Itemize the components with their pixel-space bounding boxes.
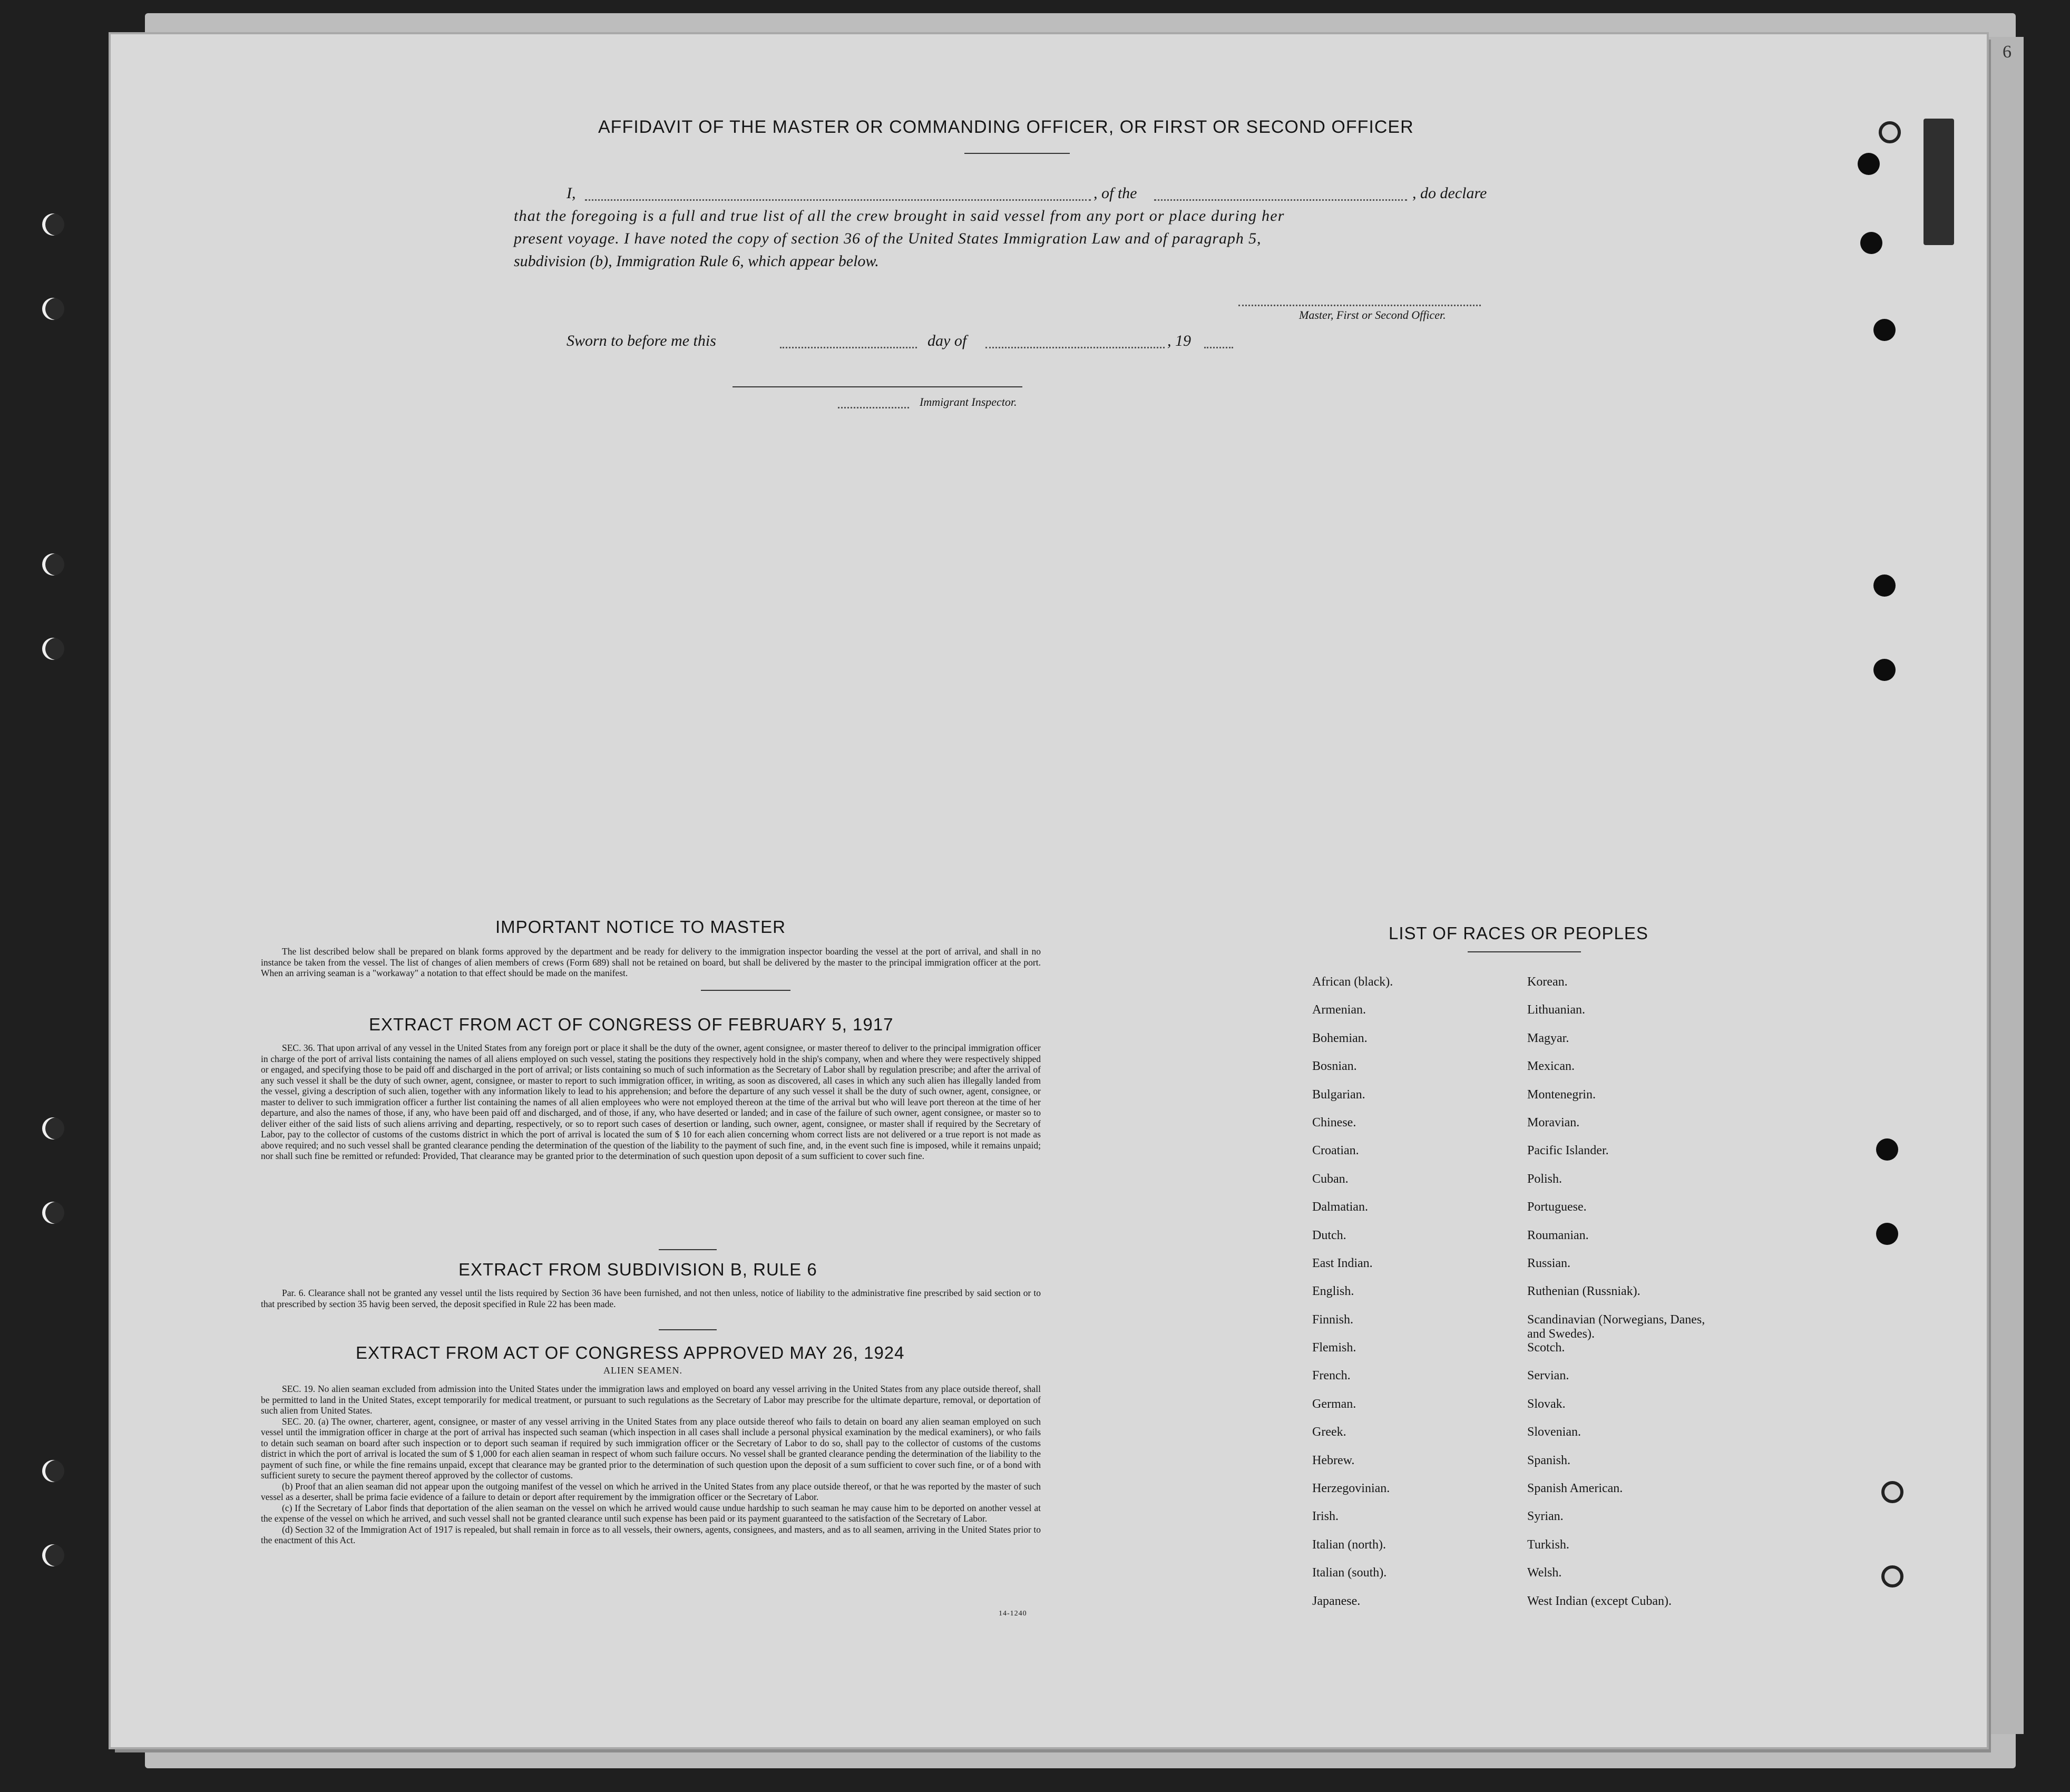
race-item: Dalmatian. [1312, 1200, 1368, 1214]
binder-hole [42, 298, 64, 320]
inspector-blank [838, 407, 909, 408]
affidavit-line4: subdivision (b), Immigration Rule 6, which appear below. [514, 252, 879, 270]
divider [701, 990, 790, 991]
race-item: Welsh. [1527, 1566, 1562, 1580]
race-item: Slovenian. [1527, 1425, 1581, 1439]
extract3-subtitle: ALIEN SEAMEN. [603, 1365, 682, 1376]
notice-title: IMPORTANT NOTICE TO MASTER [495, 917, 786, 937]
page-edge [1987, 37, 2024, 1734]
race-item: Croatian. [1312, 1144, 1359, 1158]
page-number: 6 [2003, 42, 2012, 62]
race-item: Bosnian. [1312, 1059, 1357, 1074]
race-item: Moravian. [1527, 1115, 1580, 1129]
divider [659, 1249, 717, 1250]
race-item: Slovak. [1527, 1397, 1566, 1411]
extract3-title: EXTRACT FROM ACT OF CONGRESS APPROVED MAY 26, 1924 [356, 1343, 905, 1362]
signature-blank [1238, 305, 1481, 306]
race-item: Syrian. [1527, 1509, 1564, 1524]
affidavit-of-the: , of the [1093, 184, 1137, 202]
race-item: Greek. [1312, 1425, 1346, 1439]
month-blank [985, 347, 1165, 348]
races-title: LIST OF RACES OR PEOPLES [1389, 923, 1648, 943]
notice-text: The list described below shall be prepared on blank forms approved by the department and be ready for delivery to the immigration inspector boarding the vessel at the port of arrival, and shall in no instance be taken from the vessel. The list of changes of alien members of crews (Form 689) shall not be retained on board, but shall be delivered by the master to the principal immigration officer at the port. When an arriving seaman is a "workaway" a notation to that effect should be made on the manifest. [261, 946, 1041, 978]
race-item: Spanish American. [1527, 1482, 1623, 1496]
race-item: Mexican. [1527, 1059, 1575, 1074]
binder-hole [42, 1117, 64, 1140]
affidavit-line3: present voyage. I have noted the copy of section 36 of the United States Immigration Law and of paragraph 5, [514, 230, 1262, 247]
race-item: Armenian. [1312, 1003, 1366, 1017]
race-item: Bohemian. [1312, 1031, 1368, 1045]
binder-hole [1881, 1481, 1903, 1503]
race-item: Montenegrin. [1527, 1087, 1596, 1102]
sworn-text-2: day of [927, 332, 967, 349]
race-item: Portuguese. [1527, 1200, 1587, 1214]
race-item: Herzegovinian. [1312, 1482, 1390, 1496]
divider [1468, 951, 1581, 952]
binder-hole [1860, 232, 1882, 254]
race-item: Scotch. [1527, 1341, 1565, 1355]
race-item: Russian. [1527, 1256, 1571, 1270]
binder-hole [42, 1460, 64, 1482]
race-item: Pacific Islander. [1527, 1144, 1609, 1158]
race-item: Servian. [1527, 1369, 1569, 1383]
binder-hole [1873, 319, 1896, 341]
races-column-1 [1312, 975, 1393, 1622]
race-item: Irish. [1312, 1509, 1339, 1524]
sworn-text-1: Sworn to before me this [567, 332, 716, 349]
sworn-text-3: , 19 [1167, 332, 1191, 349]
sec20c-paragraph: (c) If the Secretary of Labor finds that deportation of the alien seaman on the vessel on which he arrived would cause undue hardship to such seaman he may cause him to be deported on another vessel at the expense of the vessel on which he arrived, and such vessel shall not be granted clearance until such expense has been paid or its payment guaranteed to the satisfaction of the Secretary of Labor. [261, 1502, 1041, 1524]
affidavit-declare: , do declare [1412, 184, 1487, 202]
race-item: Chinese. [1312, 1115, 1356, 1129]
race-item: Cuban. [1312, 1172, 1349, 1186]
race-item: Japanese. [1312, 1594, 1361, 1608]
binder-hole [1876, 1138, 1898, 1161]
binder-hole [1879, 121, 1901, 143]
race-item: Dutch. [1312, 1228, 1346, 1242]
vessel-blank [1154, 199, 1407, 201]
race-item: Italian (north). [1312, 1537, 1386, 1552]
binder-hole [1881, 1565, 1903, 1588]
race-item: Korean. [1527, 975, 1568, 989]
year-blank [1204, 347, 1233, 348]
race-item: Lithuanian. [1527, 1003, 1585, 1017]
binder-hole [42, 638, 64, 660]
affidavit-i: I, [567, 184, 576, 202]
affidavit-line2: that the foregoing is a full and true list of all the crew brought in said vessel from any port or place during her [514, 207, 1285, 225]
sec20b-paragraph: (b) Proof that an alien seaman did not appear upon the outgoing manifest of the vessel on which he arrived in the United States from any place outside thereof, or that he was reported by the master of such vessel as a deserter, shall be prima facie evidence of a failure to detain or deport after requirement by the immigration officer or the Secretary of Labor. [261, 1481, 1041, 1502]
binder-hole [42, 213, 64, 236]
form-number: 14-1240 [999, 1610, 1027, 1618]
sec20a-paragraph: SEC. 20. (a) The owner, charterer, agent, consignee, or master of any vessel arriving in the United States from any place outside thereof who fails to detain on board any alien seaman employed on such vessel until the immigration officer in charge at the port of arrival has inspected such seaman (which inspection in all cases shall include a personal physical examination by the medical examiners), or who fails to detain such seaman on board after such inspection or to deport such seaman if required by such immigration officer or the Secretary of Labor to do so, shall pay to the collector of customs of the customs district in which the port of arrival is located the sum of $ 1,000 for each alien seaman in respect of whom such failure occurs. No vessel shall be granted clearance pending the determination of the liability to the payment of such fine, or while the fine remains unpaid, except that clearance may be granted prior to the determination of such question upon the deposit of a sum sufficient to cover such fine, or of a bond with sufficient surety to secure the payment thereof approved by the collector of customs. [261, 1416, 1041, 1481]
race-item: Roumanian. [1527, 1228, 1589, 1242]
race-item: Bulgarian. [1312, 1087, 1365, 1102]
races-column-2 [1527, 975, 1717, 1622]
extract3-text [261, 1384, 1041, 1546]
race-item: East Indian. [1312, 1256, 1373, 1270]
inspector-line [733, 386, 1022, 387]
race-item: Flemish. [1312, 1341, 1356, 1355]
extract1-title: EXTRACT FROM ACT OF CONGRESS OF FEBRUARY 5, 1917 [369, 1015, 894, 1034]
signature-label: Master, First or Second Officer. [1299, 308, 1446, 322]
inspector-label: Immigrant Inspector. [920, 395, 1017, 408]
race-item: Scandinavian (Norwegians, Danes, and Swedes). [1527, 1312, 1705, 1341]
race-item: Magyar. [1527, 1031, 1569, 1045]
extract1-text: SEC. 36. That upon arrival of any vessel in the United States from any foreign port or place it shall be the duty of the owner, agent consignee, or master thereof to deliver to the principal immigration officer in charge of the port of arrival lists containing the names of all aliens employed on such vessel, stating the positions they respectively hold in the ship's company, when and where they were respectively shipped or engaged, and specifying those to be paid off and discharged in the port of arrival; or lists containing so much of such information as the Secretary of Labor shall by regulation prescribe; and after the arrival of any such vessel it shall be the duty of such owner, agent, consignee, or master to report to such immigration officer, in writing, as soon as discovered, all cases in which any such alien has illegally landed from the vessel, giving a description of such alien, together with any information likely to lead to his apprehension; and before the departure of any such vessel it shall be the duty of such owner, agent, consignee, or master to deliver to such immigration officer a further list containing the names of all alien employees who were not employed thereon at the time of the arrival but who will leave port thereon at the time of her departure, and also the names of those, if any, who have been paid off and discharged, and of those, if any, who have deserted or landed; and in case of the failure of such owner, agent consignee, or master so to deliver either of the said lists of such aliens arriving and departing, respectively, or so to report such cases of desertion or landing, such owner, agent, consignee, or master shall if required by the Secretary of Labor, pay to the collector of customs of the customs district in which the port of arrival is located the sum of $ 10 for each alien concerning whom correct lists are not delivered or a true report is not made as above required; and no such vessel shall be granted clearance pending the determination of the question of the liability to the payment of such fine, and, in the event such fine is imposed, while it remains unpaid; nor shall such fine be remitted or refunded: Provided, That clearance may be granted prior to the determination of such question upon deposit of a sum sufficient to cover such fine. [261, 1043, 1041, 1161]
race-item: French. [1312, 1369, 1351, 1383]
race-item: West Indian (except Cuban). [1527, 1594, 1672, 1608]
binder-hole [42, 1544, 64, 1566]
divider [659, 1329, 717, 1330]
race-item: Turkish. [1527, 1537, 1569, 1552]
binder-hole [1858, 153, 1880, 175]
binder-hole [42, 553, 64, 576]
sec20d-paragraph: (d) Section 32 of the Immigration Act of 1917 is repealed, but shall remain in force as to all vessels, their owners, agents, consignees, and masters, and as to all seamen, arriving in the United States prior to the enactment of this Act. [261, 1524, 1041, 1545]
extract2-text: Par. 6. Clearance shall not be granted any vessel until the lists required by Section 36 have been furnished, and not then unless, notice of liability to the administrative fine prescribed by said section or to that prescribed by section 35 havig been served, the deposit specified in Rule 22 has been made. [261, 1288, 1041, 1309]
extract2-title: EXTRACT FROM SUBDIVISION B, RULE 6 [458, 1260, 817, 1279]
race-item: Spanish. [1527, 1453, 1571, 1467]
affidavit-title: AFFIDAVIT OF THE MASTER OR COMMANDING OFFICER, OR FIRST OR SECOND OFFICER [598, 117, 1414, 137]
race-item: German. [1312, 1397, 1356, 1411]
divider [964, 153, 1070, 154]
day-blank [780, 347, 917, 348]
race-item: African (black). [1312, 975, 1393, 989]
race-item: Italian (south). [1312, 1566, 1387, 1580]
race-item: Finnish. [1312, 1312, 1354, 1327]
race-item: Hebrew. [1312, 1453, 1355, 1467]
index-tab [1923, 119, 1954, 245]
race-item: Polish. [1527, 1172, 1563, 1186]
binder-hole [42, 1202, 64, 1224]
name-blank [585, 199, 1091, 201]
binder-hole [1873, 659, 1896, 681]
binder-hole [1876, 1223, 1898, 1245]
binder-hole [1873, 574, 1896, 597]
race-item: English. [1312, 1284, 1354, 1299]
sec19-paragraph: SEC. 19. No alien seaman excluded from admission into the United States under the immigration laws and employed on board any vessel arriving in the United States from any place outside thereof, shall be permitted to land in the United States, except temporarily for medical treatment, or pursuant to such regulations as the Secretary of Labor may prescribe for the ultimate departure, removal, or deportation of such alien from United States. [261, 1384, 1041, 1416]
race-item: Ruthenian (Russniak). [1527, 1284, 1641, 1299]
